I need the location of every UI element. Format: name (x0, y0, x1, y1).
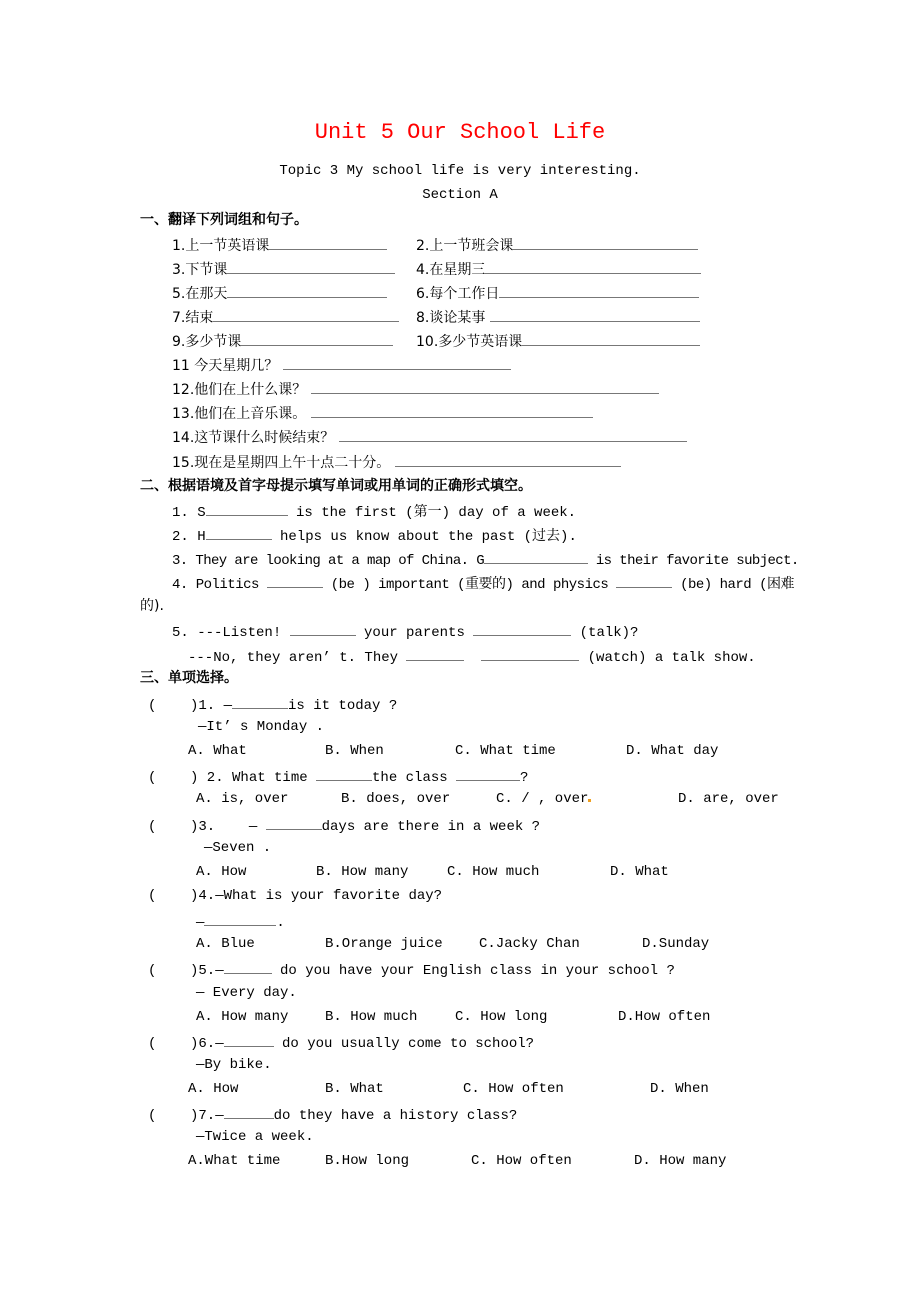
item-label: 10.多少节英语课 (416, 334, 523, 350)
answer-blank[interactable] (473, 621, 571, 636)
answer-blank[interactable] (224, 959, 272, 974)
mc-reply-3: —Seven . (204, 840, 272, 856)
fill-item-2 (172, 525, 577, 546)
orange-dot-mark (588, 799, 591, 802)
question-stem: ( )3. — (148, 819, 266, 835)
translate-item-12 (172, 379, 659, 399)
item-text: (be) hard (困难 (672, 577, 794, 593)
mc-option-4a[interactable]: A. Blue (196, 936, 255, 952)
fill-item-1 (172, 501, 576, 522)
item-text: ---No, they aren’ t. They (188, 650, 407, 666)
mc-reply-7: —Twice a week. (196, 1129, 314, 1145)
mc-option-2a[interactable]: A. is, over (196, 791, 289, 807)
answer-blank[interactable] (206, 525, 272, 540)
part1-heading: 一、翻译下列词组和句子。 (140, 212, 308, 228)
question-stem: ( )6.— (148, 1036, 224, 1052)
item-label: 12.他们在上什么课？ (172, 382, 307, 398)
item-text: (be ) important (重要的) and physics (322, 577, 617, 593)
item-label: 4.在星期三 (416, 262, 486, 278)
item-text: (watch) a talk show. (579, 650, 756, 666)
part2-heading: 二、根据语境及首字母提示填写单词或用单词的正确形式填空。 (140, 478, 532, 494)
item-text: is their favorite subject. (588, 553, 799, 569)
mc-option-7d[interactable]: D. How many (634, 1153, 727, 1169)
item-label: 13.他们在上音乐课。 (172, 406, 307, 422)
item-text: your parents (355, 625, 474, 641)
translate-item-7 (172, 307, 399, 327)
mc-question-1 (148, 694, 397, 715)
mc-reply-5: — Every day. (196, 985, 297, 1001)
fill-item-4-cont: 的). (140, 598, 164, 614)
answer-blank[interactable] (227, 283, 387, 298)
answer-blank[interactable] (316, 766, 372, 781)
question-stem: ( )5.— (148, 963, 224, 979)
answer-blank[interactable] (213, 307, 399, 322)
mc-reply-4: — . (196, 911, 285, 932)
answer-blank[interactable] (395, 452, 621, 467)
question-stem: ? (520, 770, 529, 786)
option-text: C. / , over (496, 791, 589, 807)
mc-option-5b[interactable]: B. How much (325, 1009, 418, 1025)
mc-question-4: ( )4.—What is your favorite day? (148, 888, 443, 904)
answer-blank[interactable] (232, 694, 288, 709)
mc-option-6a[interactable]: A. How (188, 1081, 239, 1097)
mc-option-5a[interactable]: A. How many (196, 1009, 289, 1025)
mc-option-2b[interactable]: B. does, over (341, 791, 451, 807)
item-label: 9.多少节课 (172, 334, 242, 350)
question-stem: do you usually come to school? (273, 1036, 535, 1052)
item-text: 5. ---Listen! (172, 625, 290, 641)
answer-blank[interactable] (266, 815, 322, 830)
translate-item-14 (172, 427, 687, 447)
answer-blank[interactable] (522, 331, 700, 346)
mc-option-7b[interactable]: B.How long (325, 1153, 410, 1169)
mc-option-1a[interactable]: A. What (188, 743, 247, 759)
mc-option-3c[interactable]: C. How much (447, 864, 540, 880)
translate-item-10 (416, 331, 700, 351)
item-label: 3.下节课 (172, 262, 228, 278)
mc-option-3d[interactable]: D. What (610, 864, 669, 880)
question-stem: is it today ? (288, 698, 398, 714)
answer-blank[interactable] (290, 621, 356, 636)
mc-option-5d[interactable]: D.How often (618, 1009, 711, 1025)
fill-item-5-reply (188, 646, 756, 667)
part3-heading: 三、单项选择。 (140, 670, 238, 686)
answer-blank[interactable] (481, 646, 579, 661)
mc-option-4c[interactable]: C.Jacky Chan (479, 936, 580, 952)
question-stem: days are there in a week ? (321, 819, 541, 835)
item-label: 5.在那天 (172, 286, 228, 302)
mc-question-3 (148, 815, 540, 836)
question-stem: ( )7.— (148, 1108, 224, 1124)
fill-item-4 (172, 573, 794, 594)
mc-option-4d[interactable]: D.Sunday (642, 936, 710, 952)
mc-option-6b[interactable]: B. What (325, 1081, 384, 1097)
item-text: 4. Politics (172, 577, 267, 593)
answer-blank[interactable] (241, 331, 393, 346)
answer-blank[interactable] (616, 573, 672, 588)
mc-option-7c[interactable]: C. How often (471, 1153, 572, 1169)
fill-item-5 (172, 621, 638, 642)
mc-option-1c[interactable]: C. What time (455, 743, 556, 759)
answer-blank[interactable] (499, 283, 699, 298)
reply-text: — (196, 915, 205, 931)
mc-option-6d[interactable]: D. When (650, 1081, 709, 1097)
mc-option-5c[interactable]: C. How long (455, 1009, 548, 1025)
mc-reply-1: —It’ s Monday . (198, 719, 325, 735)
item-text: is the first (第一) day of a week. (287, 505, 577, 521)
answer-blank[interactable] (490, 307, 700, 322)
mc-option-4b[interactable]: B.Orange juice (325, 936, 443, 952)
item-text: 2. H (172, 529, 206, 545)
item-label: 14.这节课什么时候结束？ (172, 430, 335, 446)
translate-item-2 (416, 235, 698, 255)
translate-item-1 (172, 235, 387, 255)
answer-blank[interactable] (269, 235, 387, 250)
translate-item-3 (172, 259, 395, 279)
question-stem: do you have your English class in your school ? (271, 963, 675, 979)
mc-option-3a[interactable]: A. How (196, 864, 247, 880)
translate-item-6 (416, 283, 699, 303)
item-text: 3. They are looking at a map of China. G (172, 553, 485, 569)
mc-option-6c[interactable]: C. How often (463, 1081, 564, 1097)
answer-blank[interactable] (311, 379, 659, 394)
answer-blank[interactable] (224, 1032, 274, 1047)
answer-blank[interactable] (311, 403, 593, 418)
answer-blank[interactable] (406, 646, 464, 661)
mc-question-5 (148, 959, 675, 980)
answer-blank[interactable] (283, 355, 511, 370)
translate-item-4 (416, 259, 701, 279)
item-text: helps us know about the past (过去). (271, 529, 577, 545)
mc-option-2c[interactable] (496, 790, 591, 808)
mc-option-2d[interactable]: D. are, over (678, 791, 779, 807)
answer-blank[interactable] (485, 259, 701, 274)
item-label: 8.谈论某事 (416, 310, 486, 326)
mc-reply-6: —By bike. (196, 1057, 272, 1073)
item-label: 15.现在是星期四上午十点二十分。 (172, 455, 391, 471)
question-stem: do they have a history class? (273, 1108, 518, 1124)
answer-blank[interactable] (513, 235, 698, 250)
item-text: (talk)? (571, 625, 639, 641)
mc-question-2 (148, 766, 528, 787)
question-stem: the class (372, 770, 457, 786)
question-stem: ( ) 2. What time (148, 770, 317, 786)
mc-question-6 (148, 1032, 534, 1053)
answer-blank[interactable] (456, 766, 520, 781)
answer-blank[interactable] (204, 911, 276, 926)
translate-item-13 (172, 403, 593, 423)
section-title: Section A (422, 187, 498, 203)
mc-option-7a[interactable]: A.What time (188, 1153, 281, 1169)
item-text: 1. S (172, 505, 206, 521)
answer-blank[interactable] (484, 549, 588, 564)
unit-title: Unit 5 Our School Life (314, 120, 606, 145)
item-label: 1.上一节英语课 (172, 238, 270, 254)
question-stem: ( )1. — (148, 698, 233, 714)
answer-blank[interactable] (227, 259, 395, 274)
mc-question-7 (148, 1104, 517, 1125)
mc-option-1d[interactable]: D. What day (626, 743, 719, 759)
answer-blank[interactable] (224, 1104, 274, 1119)
translate-item-15 (172, 452, 621, 472)
topic-title: Topic 3 My school life is very interesting. (279, 163, 641, 179)
answer-blank[interactable] (339, 427, 687, 442)
translate-item-11 (172, 355, 511, 375)
answer-blank[interactable] (206, 501, 288, 516)
item-label: 2.上一节班会课 (416, 238, 514, 254)
answer-blank[interactable] (267, 573, 323, 588)
item-label: 6.每个工作日 (416, 286, 500, 302)
item-label: 7.结束 (172, 310, 214, 326)
translate-item-9 (172, 331, 393, 351)
item-label: 11 今天星期几？ (172, 358, 279, 374)
fill-item-3 (172, 549, 799, 570)
translate-item-5 (172, 283, 387, 303)
mc-option-3b[interactable]: B. How many (316, 864, 409, 880)
mc-option-1b[interactable]: B. When (325, 743, 384, 759)
translate-item-8 (416, 307, 700, 327)
